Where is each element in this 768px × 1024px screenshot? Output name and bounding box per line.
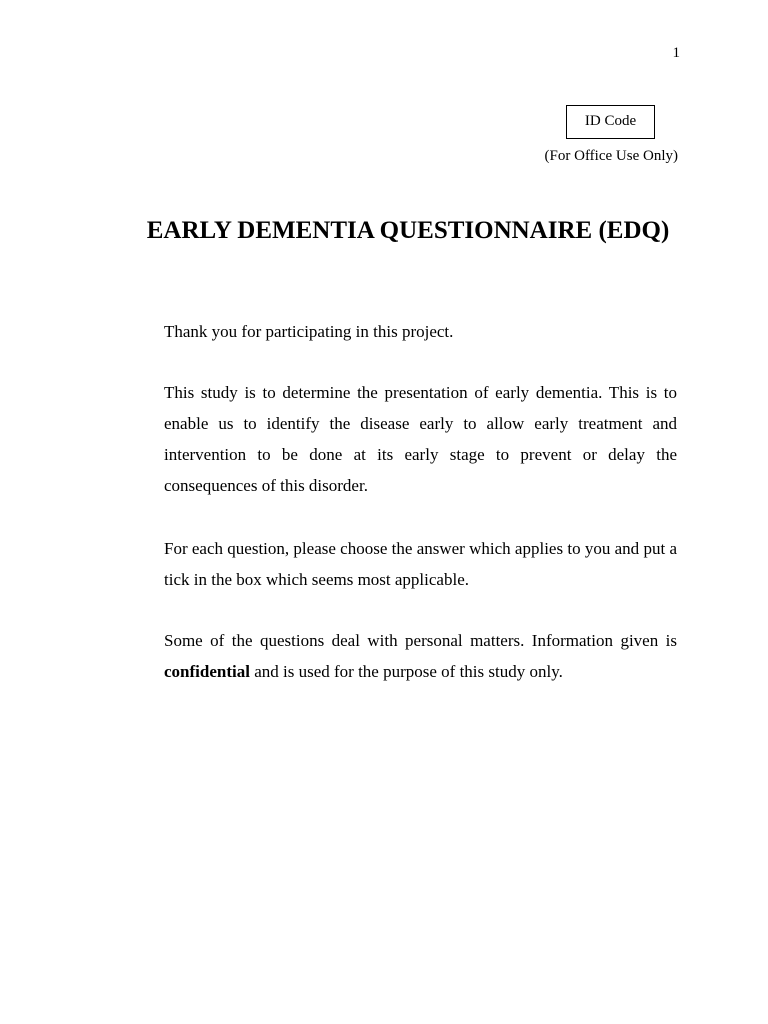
confidentiality-paragraph <box>164 625 677 687</box>
confidentiality-intro-text: Some of the questions deal with personal matters. Information given is <box>164 631 677 650</box>
page-number: 1 <box>672 45 680 61</box>
office-use-note: (For Office Use Only) <box>544 148 678 164</box>
document-title: EARLY DEMENTIA QUESTIONNAIRE (EDQ) <box>146 217 670 244</box>
purpose-paragraph: This study is to determine the presentation of early dementia. This is to enable us to identify the disease early to allow early treatment and intervention to be done at its early stage to prevent or delay the consequences of this disorder. <box>164 383 677 495</box>
id-code-box: ID Code <box>566 105 655 139</box>
confidential-emphasis: confidential <box>164 662 250 681</box>
thanks-paragraph: Thank you for participating in this project. <box>164 322 454 341</box>
confidentiality-rest-text: and is used for the purpose of this study only. <box>254 662 563 681</box>
instructions-paragraph: For each question, please choose the answer which applies to you and put a tick in the box which seems most applicable. <box>164 539 677 589</box>
